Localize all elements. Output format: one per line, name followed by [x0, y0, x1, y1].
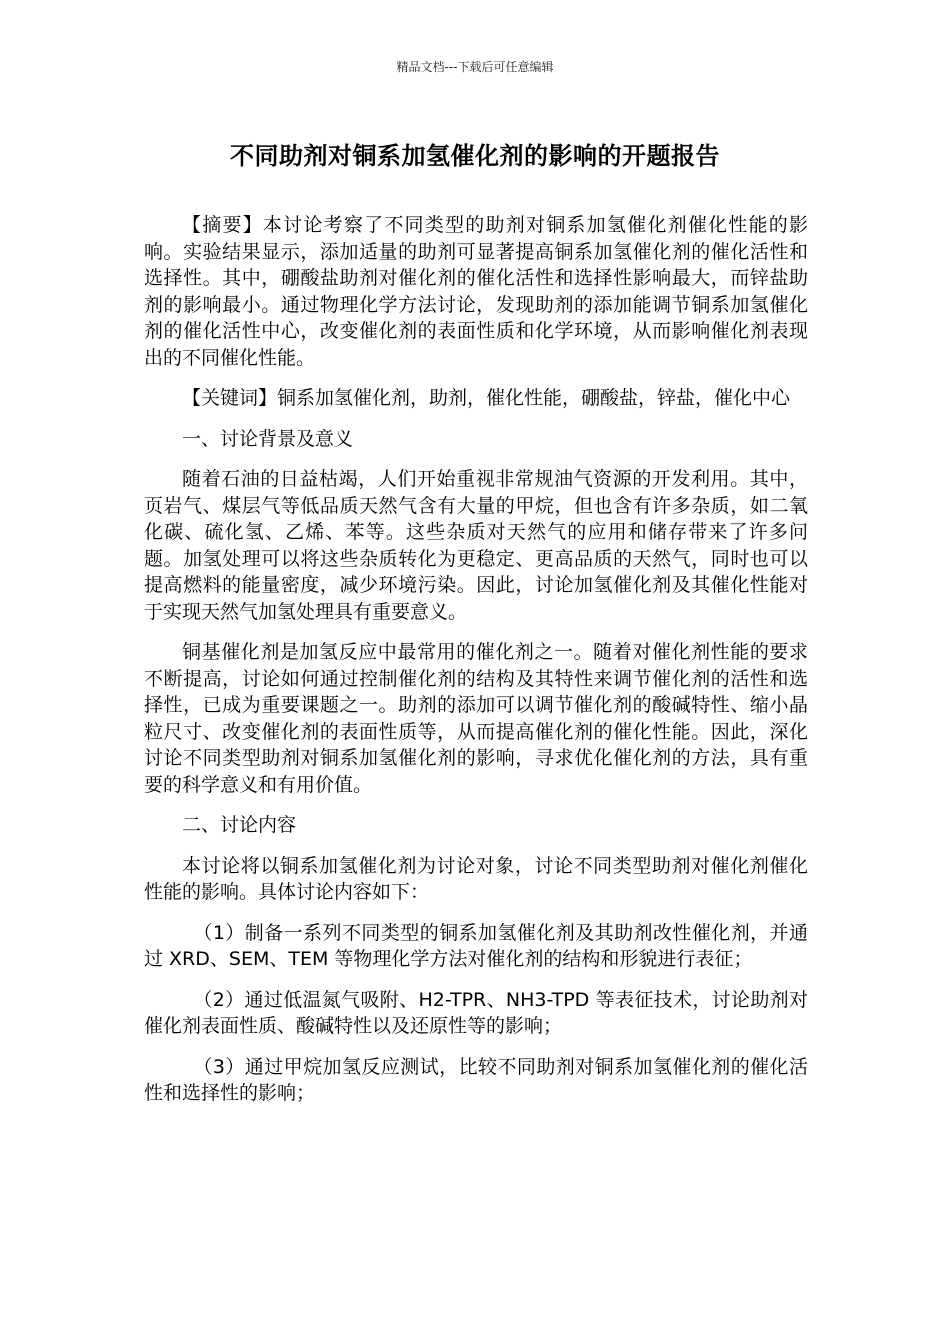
section-heading-content: 二、讨论内容: [182, 814, 297, 836]
section-heading-background: 一、讨论背景及意义: [182, 427, 354, 450]
content-item-1: （1）制备一系列不同类型的铜系加氢催化剂及其助剂改性催化剂，并通过 XRD、SEM、TEM 等物理化学方法对催化剂的结构和形貌进行表征；: [144, 921, 808, 970]
document-title: 不同助剂对铜系加氢催化剂的影响的开题报告: [230, 142, 720, 170]
content-item-2: （2）通过低温氮气吸附、H2-TPR、NH3-TPD 等表征技术，讨论助剂对催化剂表面性质、酸碱特性以及还原性等的影响；: [144, 988, 808, 1037]
abstract-paragraph: 【摘要】本讨论考察了不同类型的助剂对铜系加氢催化剂催化性能的影响。实验结果显示，添加适量的助剂可显著提高铜系加氢催化剂的催化活性和选择性。其中，硼酸盐助剂对催化剂的催化活性和选择性影响最大，而锌盐助剂的影响最小。通过物理化学方法讨论，发现助剂的添加能调节铜系加氢催化剂的催化活性中心，改变催化剂的表面性质和化学环境，从而影响催化剂表现出的不同催化性能。: [144, 214, 808, 369]
background-paragraph-2: 铜基催化剂是加氢反应中最常用的催化剂之一。随着对催化剂性能的要求不断提高，讨论如何通过控制催化剂的结构及其特性来调节催化剂的活性和选择性，已成为重要课题之一。助剂的添加可以调节催化剂的酸碱特性、缩小晶粒尺寸、改变催化剂的表面性质等，从而提高催化剂的催化性能。因此，深化讨论不同类型助剂对铜系加氢催化剂的影响，寻求优化催化剂的方法，具有重要的科学意义和有用价值。: [144, 641, 808, 796]
header-note: 精品文档---下载后可任意编辑: [396, 60, 554, 74]
content-intro-paragraph: 本讨论将以铜系加氢催化剂为讨论对象，讨论不同类型助剂对催化剂催化性能的影响。具体讨论内容如下：: [144, 854, 808, 903]
document-body: [144, 212, 808, 1121]
keywords-paragraph: 【关键词】铜系加氢催化剂，助剂，催化性能，硼酸盐，锌盐，催化中心: [182, 387, 791, 409]
background-paragraph-1: 随着石油的日益枯竭，人们开始重视非常规油气资源的开发利用。其中，页岩气、煤层气等低品质天然气含有大量的甲烷，但也含有许多杂质，如二氧化碳、硫化氢、乙烯、苯等。这些杂质对天然气的应用和储存带来了许多问题。加氢处理可以将这些杂质转化为更稳定、更高品质的天然气，同时也可以提高燃料的能量密度，减少环境污染。因此，讨论加氢催化剂及其催化性能对于实现天然气加氢处理具有重要意义。: [144, 468, 808, 623]
content-item-3: （3）通过甲烷加氢反应测试，比较不同助剂对铜系加氢催化剂的催化活性和选择性的影响；: [144, 1055, 808, 1104]
